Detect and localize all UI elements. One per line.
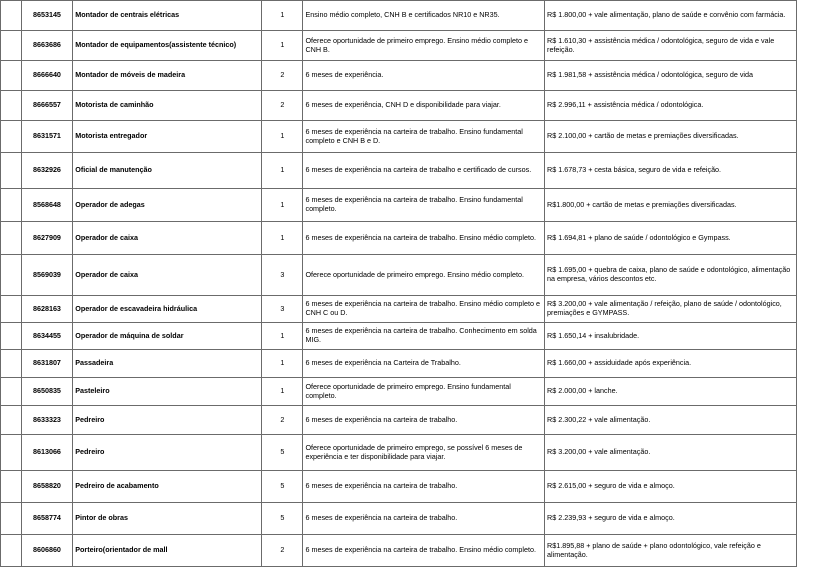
row-marker-cell [1, 121, 22, 153]
job-code: 8627909 [21, 222, 73, 255]
job-title: Operador de caixa [73, 255, 262, 296]
table-row [1, 153, 797, 189]
job-code: 8631571 [21, 121, 73, 153]
job-salary-benefits: R$ 2.996,11 + assistência médica / odontológica. [545, 91, 797, 121]
job-requirements: 6 meses de experiência na carteira de trabalho. [303, 406, 545, 435]
job-requirements: 6 meses de experiência na carteira de trabalho. [303, 503, 545, 535]
job-title: Operador de escavadeira hidráulica [73, 296, 262, 323]
job-code: 8568648 [21, 189, 73, 222]
job-code: 8628163 [21, 296, 73, 323]
table-row [1, 406, 797, 435]
job-salary-benefits: R$ 2.615,00 + seguro de vida e almoço. [545, 471, 797, 503]
job-salary-benefits: R$ 2.000,00 + lanche. [545, 378, 797, 406]
job-salary-benefits: R$ 2.239,93 + seguro de vida e almoço. [545, 503, 797, 535]
job-salary-benefits: R$ 1.610,30 + assistência médica / odontológica, seguro de vida e vale refeição. [545, 31, 797, 61]
row-marker-cell [1, 1, 22, 31]
job-code: 8666557 [21, 91, 73, 121]
job-salary-benefits: R$ 1.981,58 + assistência médica / odontológica, seguro de vida [545, 61, 797, 91]
job-code: 8658774 [21, 503, 73, 535]
job-requirements: 6 meses de experiência na carteira de trabalho. Ensino médio completo e CNH C ou D. [303, 296, 545, 323]
job-requirements: Oferece oportunidade de primeiro emprego. Ensino médio completo. [303, 255, 545, 296]
table-row [1, 255, 797, 296]
job-requirements: 6 meses de experiência. [303, 61, 545, 91]
job-requirements: 6 meses de experiência na carteira de trabalho. Ensino fundamental completo e CNH B e D. [303, 121, 545, 153]
row-marker-cell [1, 503, 22, 535]
row-marker-cell [1, 435, 22, 471]
row-marker-cell [1, 323, 22, 350]
row-marker-cell [1, 255, 22, 296]
job-requirements: 6 meses de experiência na carteira de trabalho. [303, 471, 545, 503]
job-requirements: Oferece oportunidade de primeiro emprego. Ensino fundamental completo. [303, 378, 545, 406]
job-requirements: 6 meses de experiência na carteira de trabalho. Conhecimento em solda MIG. [303, 323, 545, 350]
vacancy-count: 3 [262, 296, 303, 323]
table-row [1, 350, 797, 378]
job-salary-benefits: R$ 1.660,00 + assiduidade após experiência. [545, 350, 797, 378]
vacancy-count: 1 [262, 153, 303, 189]
job-code: 8666640 [21, 61, 73, 91]
vacancy-count: 1 [262, 378, 303, 406]
job-title: Pedreiro de acabamento [73, 471, 262, 503]
row-marker-cell [1, 61, 22, 91]
job-code: 8631807 [21, 350, 73, 378]
job-title: Motorista entregador [73, 121, 262, 153]
job-requirements: Oferece oportunidade de primeiro emprego, se possível 6 meses de experiência e ter disponibilidade para viajar. [303, 435, 545, 471]
job-requirements: 6 meses de experiência na carteira de trabalho e certificado de cursos. [303, 153, 545, 189]
job-salary-benefits: R$1.895,88 + plano de saúde + plano odontológico, vale refeição e alimentação. [545, 535, 797, 567]
job-title: Pasteleiro [73, 378, 262, 406]
vacancy-count: 1 [262, 1, 303, 31]
row-marker-cell [1, 189, 22, 222]
row-marker-cell [1, 406, 22, 435]
row-marker-cell [1, 296, 22, 323]
job-title: Operador de máquina de soldar [73, 323, 262, 350]
table-row [1, 323, 797, 350]
row-marker-cell [1, 222, 22, 255]
job-title: Oficial de manutenção [73, 153, 262, 189]
job-title: Porteiro(orientador de mall [73, 535, 262, 567]
table-row [1, 535, 797, 567]
job-salary-benefits: R$ 2.300,22 + vale alimentação. [545, 406, 797, 435]
job-requirements: 6 meses de experiência, CNH D e disponibilidade para viajar. [303, 91, 545, 121]
row-marker-cell [1, 31, 22, 61]
table-row [1, 222, 797, 255]
job-requirements: 6 meses de experiência na carteira de trabalho. Ensino médio completo. [303, 222, 545, 255]
row-marker-cell [1, 471, 22, 503]
table-row [1, 121, 797, 153]
job-title: Montador de equipamentos(assistente técnico) [73, 31, 262, 61]
vacancy-count: 1 [262, 222, 303, 255]
vacancy-count: 1 [262, 350, 303, 378]
job-requirements: Oferece oportunidade de primeiro emprego. Ensino médio completo e CNH B. [303, 31, 545, 61]
job-code: 8632926 [21, 153, 73, 189]
vacancy-count: 1 [262, 323, 303, 350]
vacancy-count: 3 [262, 255, 303, 296]
vacancy-count: 5 [262, 503, 303, 535]
job-requirements: 6 meses de experiência na carteira de trabalho. Ensino fundamental completo. [303, 189, 545, 222]
vacancy-count: 2 [262, 61, 303, 91]
vacancy-count: 1 [262, 189, 303, 222]
table-row [1, 31, 797, 61]
table-row [1, 61, 797, 91]
job-title: Pintor de obras [73, 503, 262, 535]
job-title: Operador de adegas [73, 189, 262, 222]
job-salary-benefits: R$ 1.800,00 + vale alimentação, plano de saúde e convênio com farmácia. [545, 1, 797, 31]
job-title: Pedreiro [73, 435, 262, 471]
job-title: Motorista de caminhão [73, 91, 262, 121]
table-row [1, 91, 797, 121]
job-salary-benefits: R$ 1.650,14 + insalubridade. [545, 323, 797, 350]
vacancy-count: 5 [262, 435, 303, 471]
vacancy-count: 1 [262, 121, 303, 153]
job-code: 8613066 [21, 435, 73, 471]
job-salary-benefits: R$ 1.694,81 + plano de saúde / odontológico e Gympass. [545, 222, 797, 255]
job-code: 8633323 [21, 406, 73, 435]
row-marker-cell [1, 91, 22, 121]
job-code: 8634455 [21, 323, 73, 350]
job-code: 8653145 [21, 1, 73, 31]
job-salary-benefits: R$ 3.200,00 + vale alimentação / refeição, plano de saúde / odontológico, premiações e GYMPASS. [545, 296, 797, 323]
job-code: 8663686 [21, 31, 73, 61]
vacancy-count: 5 [262, 471, 303, 503]
job-requirements: Ensino médio completo, CNH B e certificados NR10 e NR35. [303, 1, 545, 31]
table-row [1, 296, 797, 323]
job-code: 8569039 [21, 255, 73, 296]
row-marker-cell [1, 535, 22, 567]
table-row [1, 189, 797, 222]
job-code: 8606860 [21, 535, 73, 567]
row-marker-cell [1, 350, 22, 378]
job-requirements: 6 meses de experiência na Carteira de Trabalho. [303, 350, 545, 378]
table-row [1, 1, 797, 31]
row-marker-cell [1, 378, 22, 406]
job-salary-benefits: R$1.800,00 + cartão de metas e premiações diversificadas. [545, 189, 797, 222]
job-salary-benefits: R$ 3.200,00 + vale alimentação. [545, 435, 797, 471]
vacancy-count: 2 [262, 535, 303, 567]
job-requirements: 6 meses de experiência na carteira de trabalho. Ensino médio completo. [303, 535, 545, 567]
table-row [1, 435, 797, 471]
vacancy-count: 2 [262, 91, 303, 121]
job-title: Pedreiro [73, 406, 262, 435]
vacancy-count: 2 [262, 406, 303, 435]
job-code: 8658820 [21, 471, 73, 503]
job-title: Montador de centrais elétricas [73, 1, 262, 31]
job-listings-body [1, 1, 797, 567]
table-row [1, 471, 797, 503]
vacancy-count: 1 [262, 31, 303, 61]
table-row [1, 503, 797, 535]
job-title: Montador de móveis de madeira [73, 61, 262, 91]
table-row [1, 378, 797, 406]
job-title: Passadeira [73, 350, 262, 378]
row-marker-cell [1, 153, 22, 189]
job-title: Operador de caixa [73, 222, 262, 255]
job-salary-benefits: R$ 2.100,00 + cartão de metas e premiações diversificadas. [545, 121, 797, 153]
job-salary-benefits: R$ 1.695,00 + quebra de caixa, plano de saúde e odontológico, alimentação na empresa, vários descontos etc. [545, 255, 797, 296]
job-code: 8650835 [21, 378, 73, 406]
job-salary-benefits: R$ 1.678,73 + cesta básica, seguro de vida e refeição. [545, 153, 797, 189]
